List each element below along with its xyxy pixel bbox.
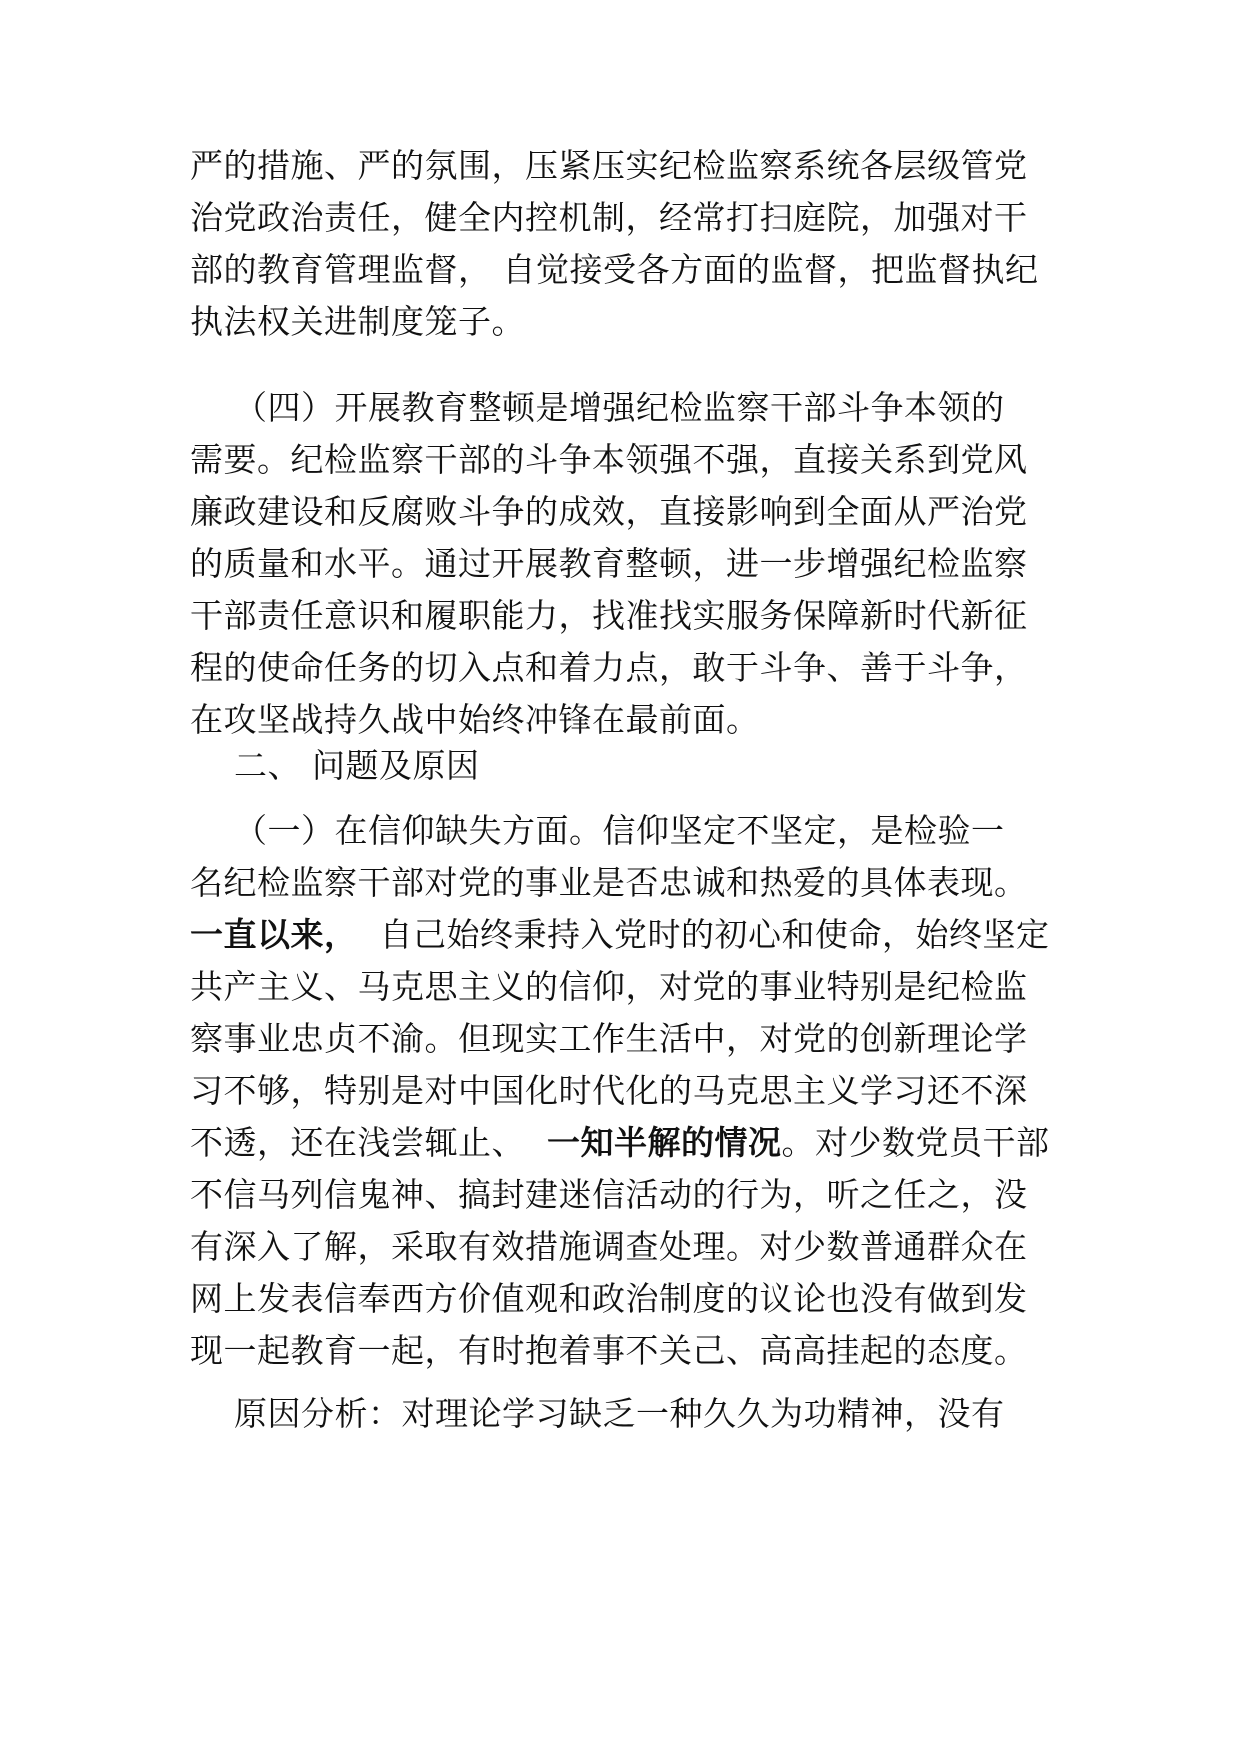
text-line: 察事业忠贞不渝。但现实工作生活中，对党的创新理论学: [190, 1019, 1028, 1058]
text-line: 需要。纪检监察干部的斗争本领强不强，直接关系到党风: [190, 440, 1028, 479]
paragraph-2: [190, 382, 1070, 746]
text-line: （四）开展教育整顿是增强纪检监察干部斗争本领的: [190, 388, 1005, 427]
text-line: 有深入了解，采取有效措施调查处理。对少数普通群众在: [190, 1227, 1028, 1266]
text-line: 执法权关进制度笼子。: [190, 302, 525, 341]
section-heading: [190, 740, 1070, 792]
text-line: 在攻坚战持久战中始终冲锋在最前面。: [190, 700, 760, 739]
text-line: 不信马列信鬼神、搞封建迷信活动的行为，听之任之，没: [190, 1175, 1028, 1214]
text-line: 习不够，特别是对中国化时代化的马克思主义学习还不深: [190, 1071, 1028, 1110]
text-line: 的质量和水平。通过开展教育整顿，进一步增强纪检监察: [190, 544, 1028, 583]
bold-phrase: 一直以来，: [190, 915, 358, 954]
paragraph-4: [190, 1388, 1070, 1440]
text-line: [190, 909, 1070, 961]
text-line: [190, 1117, 1070, 1169]
text-line: 廉政建设和反腐败斗争的成效，直接影响到全面从严治党: [190, 492, 1028, 531]
text-segment: 不透，还在浅尝辄止、: [190, 1123, 547, 1162]
text-line: 部的教育管理监督， 自觉接受各方面的监督，把监督执纪: [190, 250, 1039, 289]
text-line: 名纪检监察干部对党的事业是否忠诚和热爱的具体表现。: [190, 863, 1028, 902]
text-line: 原因分析：对理论学习缺乏一种久久为功精神，没有: [190, 1394, 1005, 1433]
text-line: 程的使命任务的切入点和着力点，敢于斗争、善于斗争，: [190, 648, 1028, 687]
text-line: 干部责任意识和履职能力，找准找实服务保障新时代新征: [190, 596, 1028, 635]
text-line: 网上发表信奉西方价值观和政治制度的议论也没有做到发: [190, 1279, 1028, 1318]
text-line: 严的措施、严的氛围，压紧压实纪检监察系统各层级管党: [190, 146, 1028, 185]
text-line: 治党政治责任，健全内控机制，经常打扫庭院，加强对干: [190, 198, 1028, 237]
text-line: 现一起教育一起，有时抱着事不关己、高高挂起的态度。: [190, 1331, 1028, 1370]
text-line: （一）在信仰缺失方面。信仰坚定不坚定，是检验一: [190, 811, 1005, 850]
heading-text: 二、 问题及原因: [190, 746, 480, 785]
text-segment: 。对少数党员干部: [781, 1123, 1050, 1162]
text-line: 共产主义、马克思主义的信仰，对党的事业特别是纪检监: [190, 967, 1028, 1006]
bold-phrase: 一知半解的情况: [546, 1123, 782, 1162]
paragraph-3: [190, 805, 1070, 1377]
paragraph-1: [190, 140, 1070, 348]
text-segment: 自己始终秉持入党时的初心和使命，始终坚定: [357, 915, 1050, 954]
